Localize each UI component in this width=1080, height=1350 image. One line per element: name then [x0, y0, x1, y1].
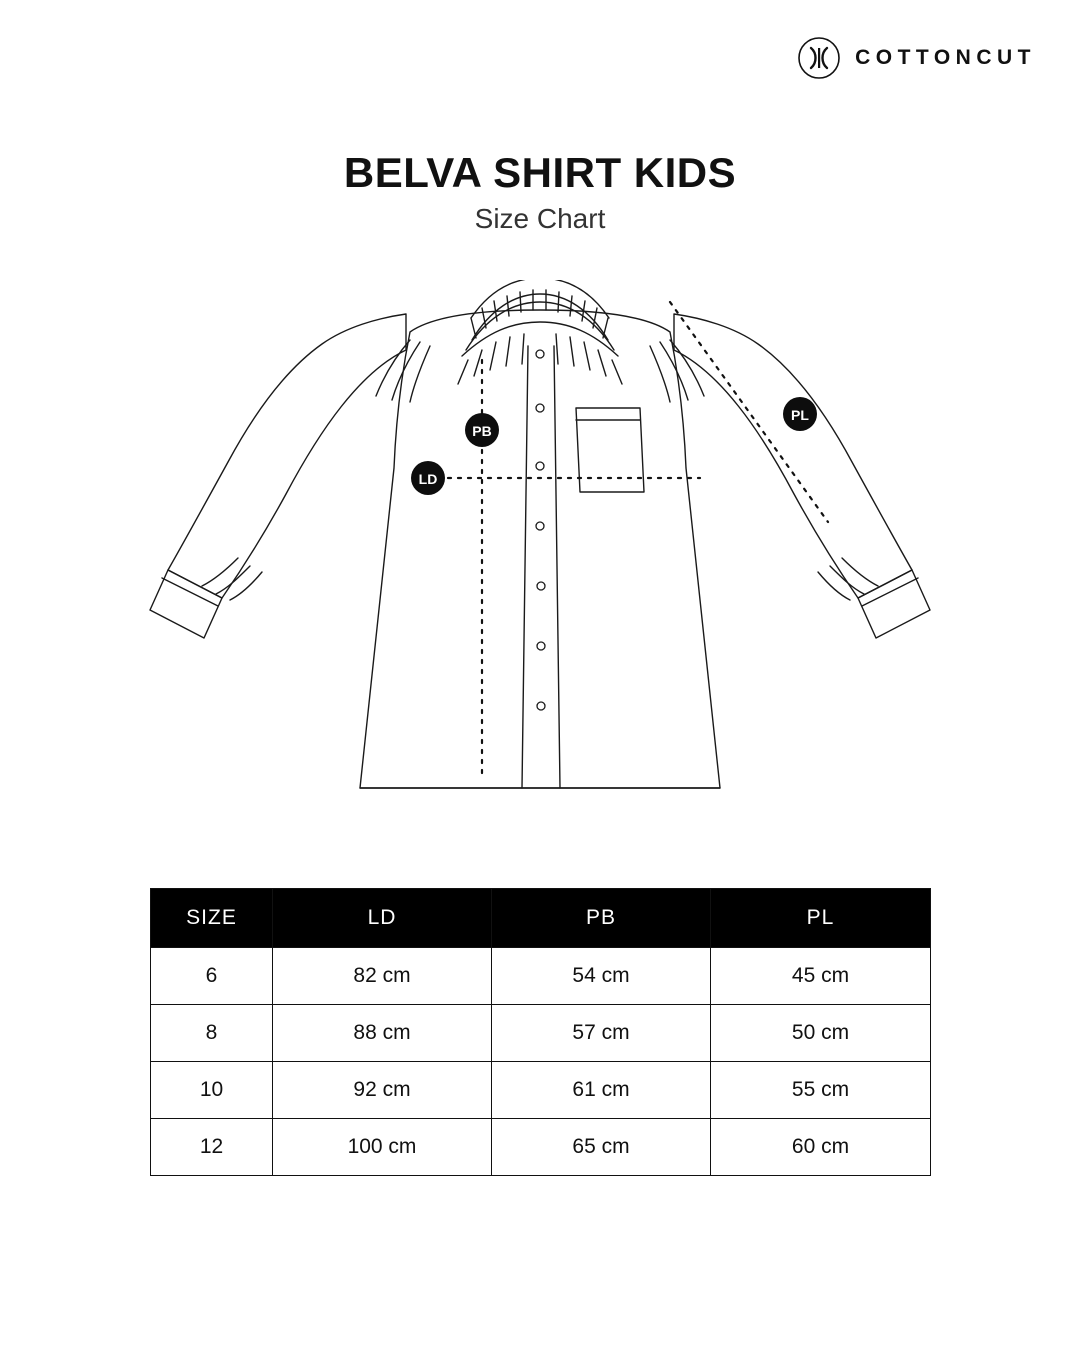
cell-ld: 92 cm	[273, 1062, 492, 1119]
cell-pb: 65 cm	[492, 1119, 711, 1176]
svg-text:PB: PB	[472, 423, 492, 439]
brand-name: COTTONCUT	[855, 46, 1036, 69]
cell-size: 12	[151, 1119, 273, 1176]
page-title: BELVA SHIRT KIDS	[343, 149, 737, 196]
column-header-size: SIZE	[151, 889, 273, 948]
page-subtitle: Size Chart	[474, 203, 606, 235]
cell-pb: 54 cm	[492, 948, 711, 1005]
column-header-ld: LD	[273, 889, 492, 948]
cell-pb: 57 cm	[492, 1005, 711, 1062]
garment-illustration	[110, 280, 970, 840]
marker-pb	[465, 413, 499, 447]
svg-text:PL: PL	[791, 407, 809, 423]
cell-ld: 82 cm	[273, 948, 492, 1005]
cell-size: 6	[151, 948, 273, 1005]
cell-ld: 100 cm	[273, 1119, 492, 1176]
header-block	[0, 150, 1080, 235]
table-row	[151, 1005, 931, 1062]
marker-pl	[783, 397, 817, 431]
cell-pl: 50 cm	[711, 1005, 931, 1062]
size-chart-table	[150, 888, 931, 1176]
cell-ld: 88 cm	[273, 1005, 492, 1062]
cell-pl: 45 cm	[711, 948, 931, 1005]
cottoncut-logo-icon	[797, 36, 841, 80]
table-header-row	[151, 889, 931, 948]
marker-ld	[411, 461, 445, 495]
cell-pl: 60 cm	[711, 1119, 931, 1176]
table-row	[151, 948, 931, 1005]
svg-text:LD: LD	[418, 471, 438, 487]
table-row	[151, 1119, 931, 1176]
cell-size: 10	[151, 1062, 273, 1119]
column-header-pb: PB	[492, 889, 711, 948]
table-row	[151, 1062, 931, 1119]
cell-pl: 55 cm	[711, 1062, 931, 1119]
cell-size: 8	[151, 1005, 273, 1062]
cell-pb: 61 cm	[492, 1062, 711, 1119]
brand-logo	[797, 36, 1036, 80]
column-header-pl: PL	[711, 889, 931, 948]
